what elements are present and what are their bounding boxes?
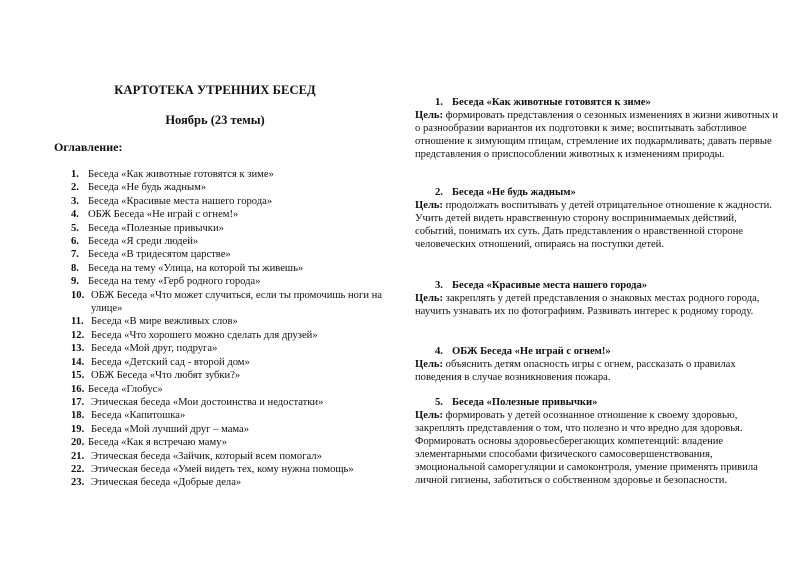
toc-item <box>71 275 391 288</box>
section-title: Беседа «Полезные привычки» <box>452 397 598 408</box>
section-title: Беседа «Не будь жадным» <box>452 187 576 198</box>
toc-item <box>71 235 391 248</box>
section-2 <box>415 186 780 251</box>
goal-label: Цель: <box>415 293 444 304</box>
toc-item-text: Беседа «Полезные привычки» <box>88 222 224 234</box>
toc-item-text: ОБЖ Беседа «Не играй с огнем!» <box>88 209 239 221</box>
section-number: 4. <box>435 346 443 357</box>
toc-item-number: 11. <box>71 316 84 328</box>
toc-item <box>71 168 391 181</box>
toc-item-number: 3. <box>71 195 79 207</box>
goal-label: Цель: <box>415 359 444 370</box>
section-5 <box>415 396 780 487</box>
section-goal <box>415 109 780 161</box>
toc-item <box>71 222 391 235</box>
toc-item-text: Беседа «Как животные готовятся к зиме» <box>88 169 274 180</box>
toc-item-number: 9. <box>71 276 79 288</box>
toc-item-number: 16. <box>71 383 85 395</box>
toc-item <box>71 315 391 328</box>
section-number: 3. <box>435 280 443 291</box>
toc-item-number: 19. <box>71 423 85 435</box>
toc-item-text: Беседа на тему «Герб родного города» <box>88 276 261 288</box>
section-heading <box>415 186 780 199</box>
toc-item-number: 2. <box>71 182 79 194</box>
toc-item <box>71 476 391 489</box>
toc-item <box>71 369 391 382</box>
toc-item <box>71 356 391 369</box>
toc-item-text: Этическая беседа «Добрые дела» <box>91 477 242 489</box>
toc-item-number: 22. <box>71 463 85 475</box>
toc-item-text: Беседа «Красивые места нашего города» <box>88 195 273 207</box>
toc-item-text: Этическая беседа «Умей видеть тех, кому нужна помощь» <box>91 463 354 475</box>
toc-item-text: Беседа «Мой друг, подруга» <box>91 343 218 355</box>
toc-item-text: Беседа «Я среди людей» <box>88 236 199 248</box>
toc-item <box>71 463 391 476</box>
toc-item-number: 10. <box>71 289 85 301</box>
toc-item <box>71 342 391 355</box>
toc-item <box>71 195 391 208</box>
toc-item-number: 18. <box>71 410 85 422</box>
goal-label: Цель: <box>415 200 444 211</box>
toc-item-number: 5. <box>71 222 79 234</box>
toc-item-text: Беседа «Не будь жадным» <box>88 182 207 194</box>
section-number: 2. <box>435 187 443 198</box>
toc-item-number: 21. <box>71 450 85 462</box>
section-number: 5. <box>435 397 443 408</box>
section-goal <box>415 292 780 318</box>
goal-text: формировать у детей осознанное отношение к своему здоровью, закреплять представления о том, что полезно и что вредно для здоровья. Формировать основы здоровьесберегающих компетенций: владение элементарными способами физического самосовершенствования, эмоциональной саморегуляции и самоконтроля, умение применять привила личной гигиены, заботиться о собственном здоровье и безопасности. <box>415 410 758 486</box>
section-3 <box>415 279 780 318</box>
goal-label: Цель: <box>415 110 444 121</box>
toc-item <box>71 396 391 409</box>
goal-label: Цель: <box>415 410 444 421</box>
goal-text: формировать представления о сезонных изменениях в жизни животных и о разнообразии вариантов их подготовки к зиме; воспитывать заботливое отношение к зимующим птицам, стремление их подкармливать; давать первые представления о приспособлении животных к изменениям природы. <box>415 110 779 160</box>
toc-item <box>71 181 391 194</box>
toc-heading: Оглавление: <box>54 140 123 154</box>
toc-item-text: Беседа «Глобус» <box>88 383 163 395</box>
goal-text: объяснить детям опасность игры с огнем, рассказать о правилах поведения в случае возникновения пожара. <box>415 359 736 383</box>
toc-item <box>71 289 391 316</box>
document-title: КАРТОТЕКА УТРЕННИХ БЕСЕД <box>114 83 316 97</box>
toc-item-text: Этическая беседа «Мои достоинства и недостатки» <box>91 396 324 408</box>
toc-item-text: Этическая беседа «Зайчик, который всем помогал» <box>91 450 322 462</box>
goal-text: закреплять у детей представления о знаковых местах родного города, научить узнавать их по фотографиям. Развивать интерес к родному городу. <box>415 293 760 317</box>
section-4 <box>415 345 780 384</box>
toc-item <box>71 436 391 449</box>
toc-item <box>71 383 391 396</box>
toc-item-text: Беседа «В мире вежливых слов» <box>91 316 238 328</box>
toc-item <box>71 450 391 463</box>
toc-item-number: 17. <box>71 396 85 408</box>
section-number: 1. <box>435 97 443 108</box>
toc-item-text: Беседа «В тридесятом царстве» <box>88 249 231 261</box>
section-title: ОБЖ Беседа «Не играй с огнем!» <box>452 346 611 357</box>
toc-item-number: 12. <box>71 329 85 341</box>
toc-item-number: 14. <box>71 356 85 368</box>
section-heading <box>415 396 780 409</box>
toc-item-number: 8. <box>71 262 79 274</box>
toc-item-number: 23. <box>71 477 85 489</box>
section-goal <box>415 358 780 384</box>
goal-text: продолжать воспитывать у детей отрицательное отношение к жадности. Учить детей видеть нравственную сторону воспринимаемых действий, событий, понимать их суть. Дать представления о нравственной стороне человеческих отношений, опираясь на поступки детей. <box>415 200 772 250</box>
toc-item <box>71 409 391 422</box>
section-goal <box>415 409 780 487</box>
toc-item-number: 4. <box>71 209 79 221</box>
toc-item-number: 13. <box>71 343 85 355</box>
toc-item-number: 15. <box>71 370 85 382</box>
toc-item-text: Беседа «Как я встречаю маму» <box>88 437 228 449</box>
toc-item-text: Беседа «Что хорошего можно сделать для друзей» <box>91 329 318 341</box>
toc-item-number: 1. <box>71 169 79 180</box>
toc-item <box>71 248 391 261</box>
toc-item-text: Беседа на тему «Улица, на которой ты живешь» <box>88 262 304 274</box>
table-of-contents <box>71 168 391 490</box>
toc-item <box>71 208 391 221</box>
document-subtitle: Ноябрь (23 темы) <box>165 113 265 127</box>
toc-item-text: ОБЖ Беседа «Что любят зубки?» <box>91 370 241 382</box>
section-goal <box>415 199 780 251</box>
toc-item-text: Беседа «Капитошка» <box>91 410 186 422</box>
toc-item-number: 6. <box>71 236 79 248</box>
toc-item-text: ОБЖ Беседа «Что может случиться, если ты промочишь ноги на улице» <box>91 289 383 315</box>
toc-item <box>71 262 391 275</box>
section-1 <box>415 96 780 161</box>
section-title: Беседа «Как животные готовятся к зиме» <box>452 97 651 108</box>
section-title: Беседа «Красивые места нашего города» <box>452 280 648 291</box>
toc-item-number: 7. <box>71 249 79 261</box>
toc-item <box>71 329 391 342</box>
section-heading <box>415 279 780 292</box>
section-heading <box>415 96 780 109</box>
section-heading <box>415 345 780 358</box>
toc-item-number: 20. <box>71 437 85 449</box>
toc-item-text: Беседа «Мой лучший друг – мама» <box>91 423 250 435</box>
toc-item-text: Беседа «Детский сад - второй дом» <box>91 356 250 368</box>
toc-item <box>71 423 391 436</box>
